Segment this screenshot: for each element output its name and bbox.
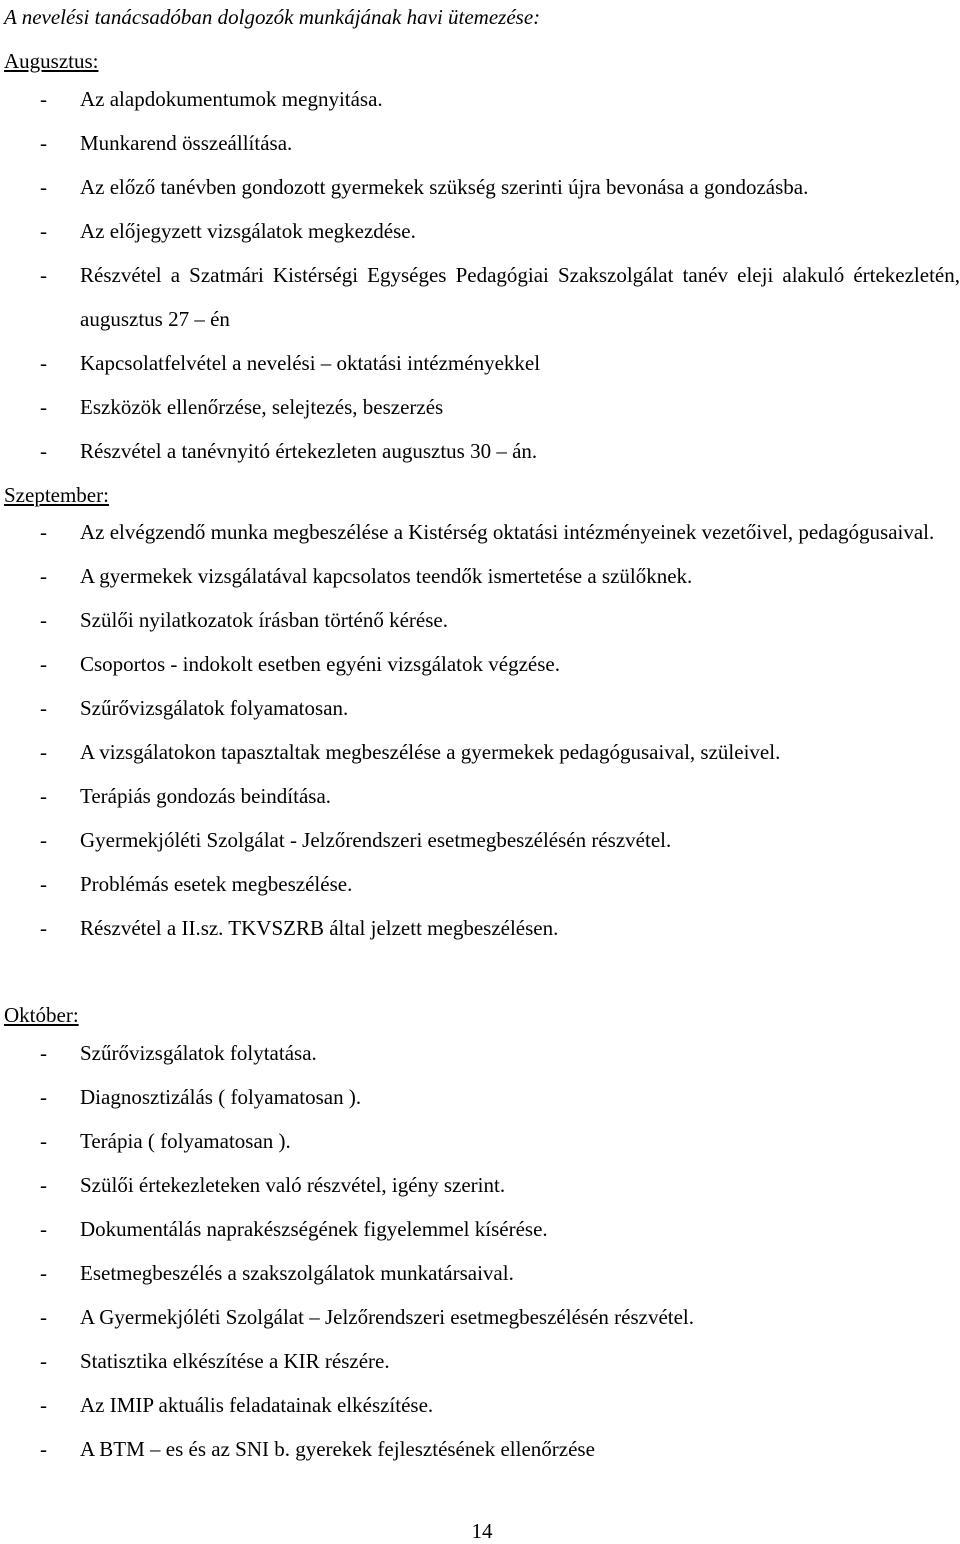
list-item-text: Az IMIP aktuális feladatainak elkészítése. — [80, 1393, 434, 1417]
section-list-szeptember — [0, 510, 960, 950]
list-dash: - — [40, 564, 47, 588]
list-item — [0, 510, 960, 554]
list-dash: - — [40, 1261, 47, 1285]
list-item-text: A vizsgálatokon tapasztaltak megbeszélése a gyermekek pedagógusaival, szüleivel. — [80, 740, 781, 764]
list-item-text: Kapcsolatfelvétel a nevelési – oktatási intézményekkel — [80, 351, 541, 375]
list-dash: - — [40, 520, 47, 544]
list-dash: - — [40, 916, 47, 940]
list-item — [0, 1251, 960, 1295]
list-dash: - — [40, 263, 47, 287]
list-dash: - — [40, 1129, 47, 1153]
section-heading-szeptember: Szeptember: — [4, 483, 109, 507]
list-item — [0, 165, 960, 209]
section-list-augusztus — [0, 77, 960, 473]
list-item — [0, 385, 960, 429]
list-item — [0, 1295, 960, 1339]
list-item — [0, 1119, 960, 1163]
list-item-text: A Gyermekjóléti Szolgálat – Jelzőrendszeri esetmegbeszélésén részvétel. — [80, 1305, 695, 1329]
list-item — [0, 774, 960, 818]
list-item — [0, 686, 960, 730]
list-item — [0, 642, 960, 686]
list-item-text: Szűrővizsgálatok folyamatosan. — [80, 696, 349, 720]
list-item — [0, 429, 960, 473]
document-title: A nevelési tanácsadóban dolgozók munkájának havi ütemezése: — [4, 5, 541, 29]
list-item — [0, 253, 960, 341]
list-dash: - — [40, 131, 47, 155]
list-item — [0, 1031, 960, 1075]
section-heading-augusztus: Augusztus: — [4, 49, 99, 73]
list-dash: - — [40, 1041, 47, 1065]
list-item — [0, 1075, 960, 1119]
list-dash: - — [40, 87, 47, 111]
list-item — [0, 341, 960, 385]
list-item — [0, 818, 960, 862]
list-dash: - — [40, 219, 47, 243]
list-dash: - — [40, 872, 47, 896]
list-item-text: A BTM – es és az SNI b. gyerekek fejlesztésének ellenőrzése — [80, 1437, 595, 1461]
list-item — [0, 1163, 960, 1207]
list-item — [0, 1339, 960, 1383]
list-dash: - — [40, 439, 47, 463]
list-dash: - — [40, 395, 47, 419]
list-item-text: Terápia ( folyamatosan ). — [80, 1129, 291, 1153]
list-item — [0, 906, 960, 950]
list-dash: - — [40, 608, 47, 632]
list-item-text: Szülői nyilatkozatok írásban történő kérése. — [80, 608, 448, 632]
list-item-text: A gyermekek vizsgálatával kapcsolatos teendők ismertetése a szülőknek. — [80, 564, 693, 588]
list-item-text: Munkarend összeállítása. — [80, 131, 293, 155]
list-item-text: Dokumentálás naprakészségének figyelemmel kísérése. — [80, 1217, 548, 1241]
list-dash: - — [40, 1437, 47, 1461]
list-dash: - — [40, 1085, 47, 1109]
list-item — [0, 209, 960, 253]
list-dash: - — [40, 696, 47, 720]
list-item — [0, 121, 960, 165]
list-item — [0, 730, 960, 774]
list-item-text: Részvétel a Szatmári Kistérségi Egységes Pedagógiai Szakszolgálat tanév eleji alakuló értekezletén, augusztus 27 – én — [80, 263, 960, 331]
list-item — [0, 77, 960, 121]
section-heading-oktober: Október: — [4, 1003, 79, 1027]
list-dash: - — [40, 351, 47, 375]
section-list-oktober — [0, 1031, 960, 1471]
list-item-text: Gyermekjóléti Szolgálat - Jelzőrendszeri esetmegbeszélésén részvétel. — [80, 828, 672, 852]
list-item-text: Részvétel a II.sz. TKVSZRB által jelzett megbeszélésen. — [80, 916, 559, 940]
list-item-text: Csoportos - indokolt esetben egyéni vizsgálatok végzése. — [80, 652, 560, 676]
list-item-text: Terápiás gondozás beindítása. — [80, 784, 332, 808]
list-item — [0, 598, 960, 642]
list-item-text: Az előjegyzett vizsgálatok megkezdése. — [80, 219, 416, 243]
list-item-text: Esetmegbeszélés a szakszolgálatok munkatársaival. — [80, 1261, 514, 1285]
list-item-text: Szülői értekezleteken való részvétel, igény szerint. — [80, 1173, 506, 1197]
list-dash: - — [40, 828, 47, 852]
list-dash: - — [40, 1173, 47, 1197]
list-dash: - — [40, 1393, 47, 1417]
list-item-text: Diagnosztizálás ( folyamatosan ). — [80, 1085, 362, 1109]
list-item-text: Az elvégzendő munka megbeszélése a Kistérség oktatási intézményeinek vezetőivel, pedagógusaival. — [80, 520, 935, 544]
list-dash: - — [40, 784, 47, 808]
list-item — [0, 1207, 960, 1251]
list-item-text: Statisztika elkészítése a KIR részére. — [80, 1349, 390, 1373]
list-item-text: Eszközök ellenőrzése, selejtezés, beszerzés — [80, 395, 444, 419]
list-item — [0, 1427, 960, 1471]
list-dash: - — [40, 652, 47, 676]
list-dash: - — [40, 1349, 47, 1373]
list-item — [0, 1383, 960, 1427]
page-number: 14 — [471, 1519, 493, 1543]
list-item — [0, 862, 960, 906]
list-dash: - — [40, 1305, 47, 1329]
list-item-text: Szűrővizsgálatok folytatása. — [80, 1041, 317, 1065]
list-item-text: Problémás esetek megbeszélése. — [80, 872, 353, 896]
list-dash: - — [40, 740, 47, 764]
list-dash: - — [40, 1217, 47, 1241]
list-item-text: Részvétel a tanévnyitó értekezleten augusztus 30 – án. — [80, 439, 538, 463]
list-item-text: Az előző tanévben gondozott gyermekek szükség szerinti újra bevonása a gondozásba. — [80, 175, 809, 199]
list-item — [0, 554, 960, 598]
list-dash: - — [40, 175, 47, 199]
list-item-text: Az alapdokumentumok megnyitása. — [80, 87, 383, 111]
